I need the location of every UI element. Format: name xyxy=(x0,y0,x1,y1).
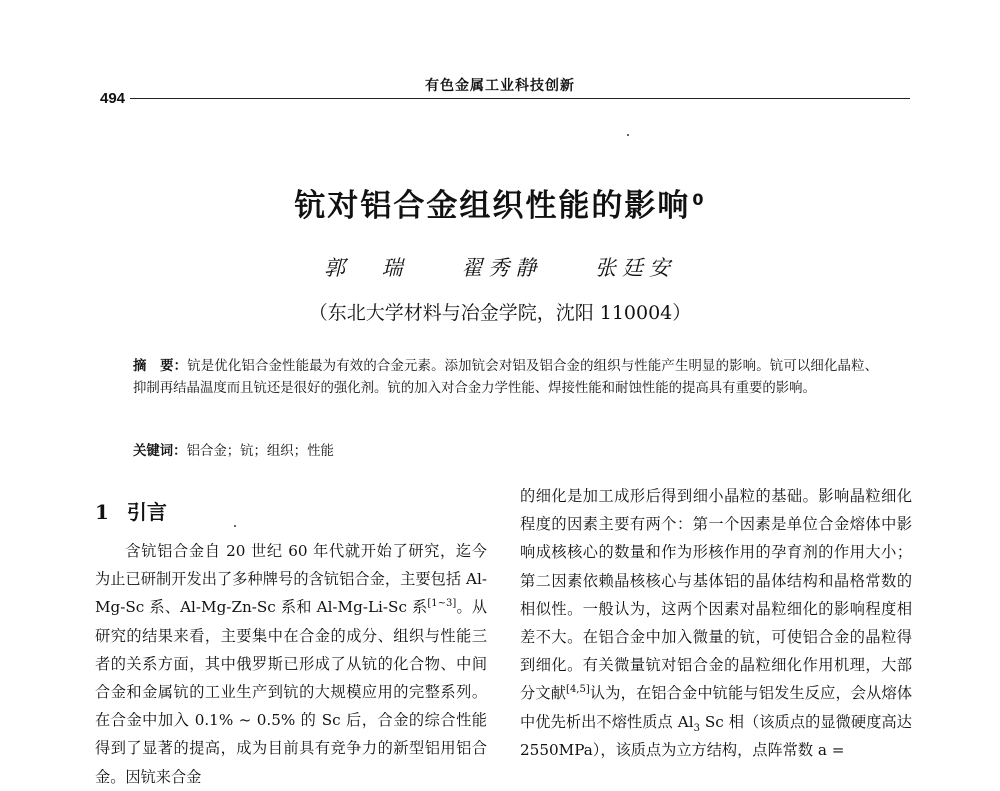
page-number: 494 xyxy=(100,90,129,107)
paragraph-text: 的细化是加工成形后得到细小晶粒的基础。影响晶粒细化程度的因素主要有两个：第一个因素是单位合金熔体中影响成核核心的数量和作为形核作用的孕育剂的作用大小；第二因素依赖晶核核心与基体铝的晶体结构和晶格常数的相似性。一般认为，这两个因素对晶粒细化的影响程度相差不大。在铝合金中加入微量的钪，可使铝合金的晶粒得到细化。有关微量钪对铝合金的晶粒细化作用机理，大部分文献 xyxy=(520,487,912,703)
header-rule xyxy=(130,98,910,99)
journal-name: 有色金属工业科技创新 xyxy=(425,78,575,94)
citation: [1~3] xyxy=(427,598,457,610)
speck xyxy=(234,525,236,527)
article-title xyxy=(0,180,1000,225)
author-name: 翟秀静 xyxy=(461,256,543,280)
author-list xyxy=(0,252,1000,282)
paragraph-text: 含钪铝合金自 20 世纪 60 年代就开始了研究，迄今为止已研制开发出了多种牌号的含钪铝合金，主要包括 Al-Mg-Sc 系、Al-Mg-Zn-Sc 系和 Al-Mg-Li-Sc 系 xyxy=(95,542,487,617)
right-column-text xyxy=(520,482,912,764)
section-number: 1 xyxy=(95,500,109,524)
paragraph-text: 认为，在铝合金中钪能与铝发生反应，会从熔体中优先析出不熔性质点 Al xyxy=(520,684,913,731)
left-column-text xyxy=(95,537,487,791)
section-title: 引言 xyxy=(126,500,167,524)
abstract-text: 钪是优化铝合金性能最为有效的合金元素。添加钪会对铝及铝合金的组织与性能产生明显的影响。钪可以细化晶粒、抑制再结晶温度而且钪还是很好的强化剂。钪的加入对合金力学性能、焊接性能和耐蚀性能的提高具有重要的影响。 xyxy=(133,359,879,396)
author-name: 郭 瑞 xyxy=(323,256,409,280)
abstract xyxy=(133,356,878,400)
author-name: 张廷安 xyxy=(595,256,677,280)
citation: [4,5] xyxy=(566,684,590,696)
title-footnote-mark: 0 xyxy=(692,189,706,209)
section-heading xyxy=(95,496,167,525)
keywords xyxy=(133,440,878,459)
paragraph-text: Sc 相（该质点的显微硬度高达 2550MPa），该质点为立方结构，点阵常数 a = xyxy=(520,712,912,759)
affiliation: （东北大学材料与冶金学院，沈阳 110004） xyxy=(308,302,692,324)
article-title-text: 钪对铝合金组织性能的影响 xyxy=(294,188,691,224)
keywords-label: 关键词： xyxy=(133,444,187,459)
paragraph-text: 。从研究的结果来看，主要集中在合金的成分、组织与性能三者的关系方面，其中俄罗斯已形成了从钪的化合物、中间合金和金属钪的工业生产到钪的大规模应用的完整系列。在合金中加入 0.1% ~ 0.5% 的 Sc 后，合金的综合性能得到了显著的提高，成为目前具有竞争力的新型铝用铝合金。因钪来合金 xyxy=(95,598,487,786)
subscript: 3 xyxy=(693,722,700,734)
keywords-text: 铝合金；钪；组织；性能 xyxy=(186,444,334,459)
abstract-label: 摘 要： xyxy=(133,359,188,374)
speck xyxy=(627,134,629,136)
